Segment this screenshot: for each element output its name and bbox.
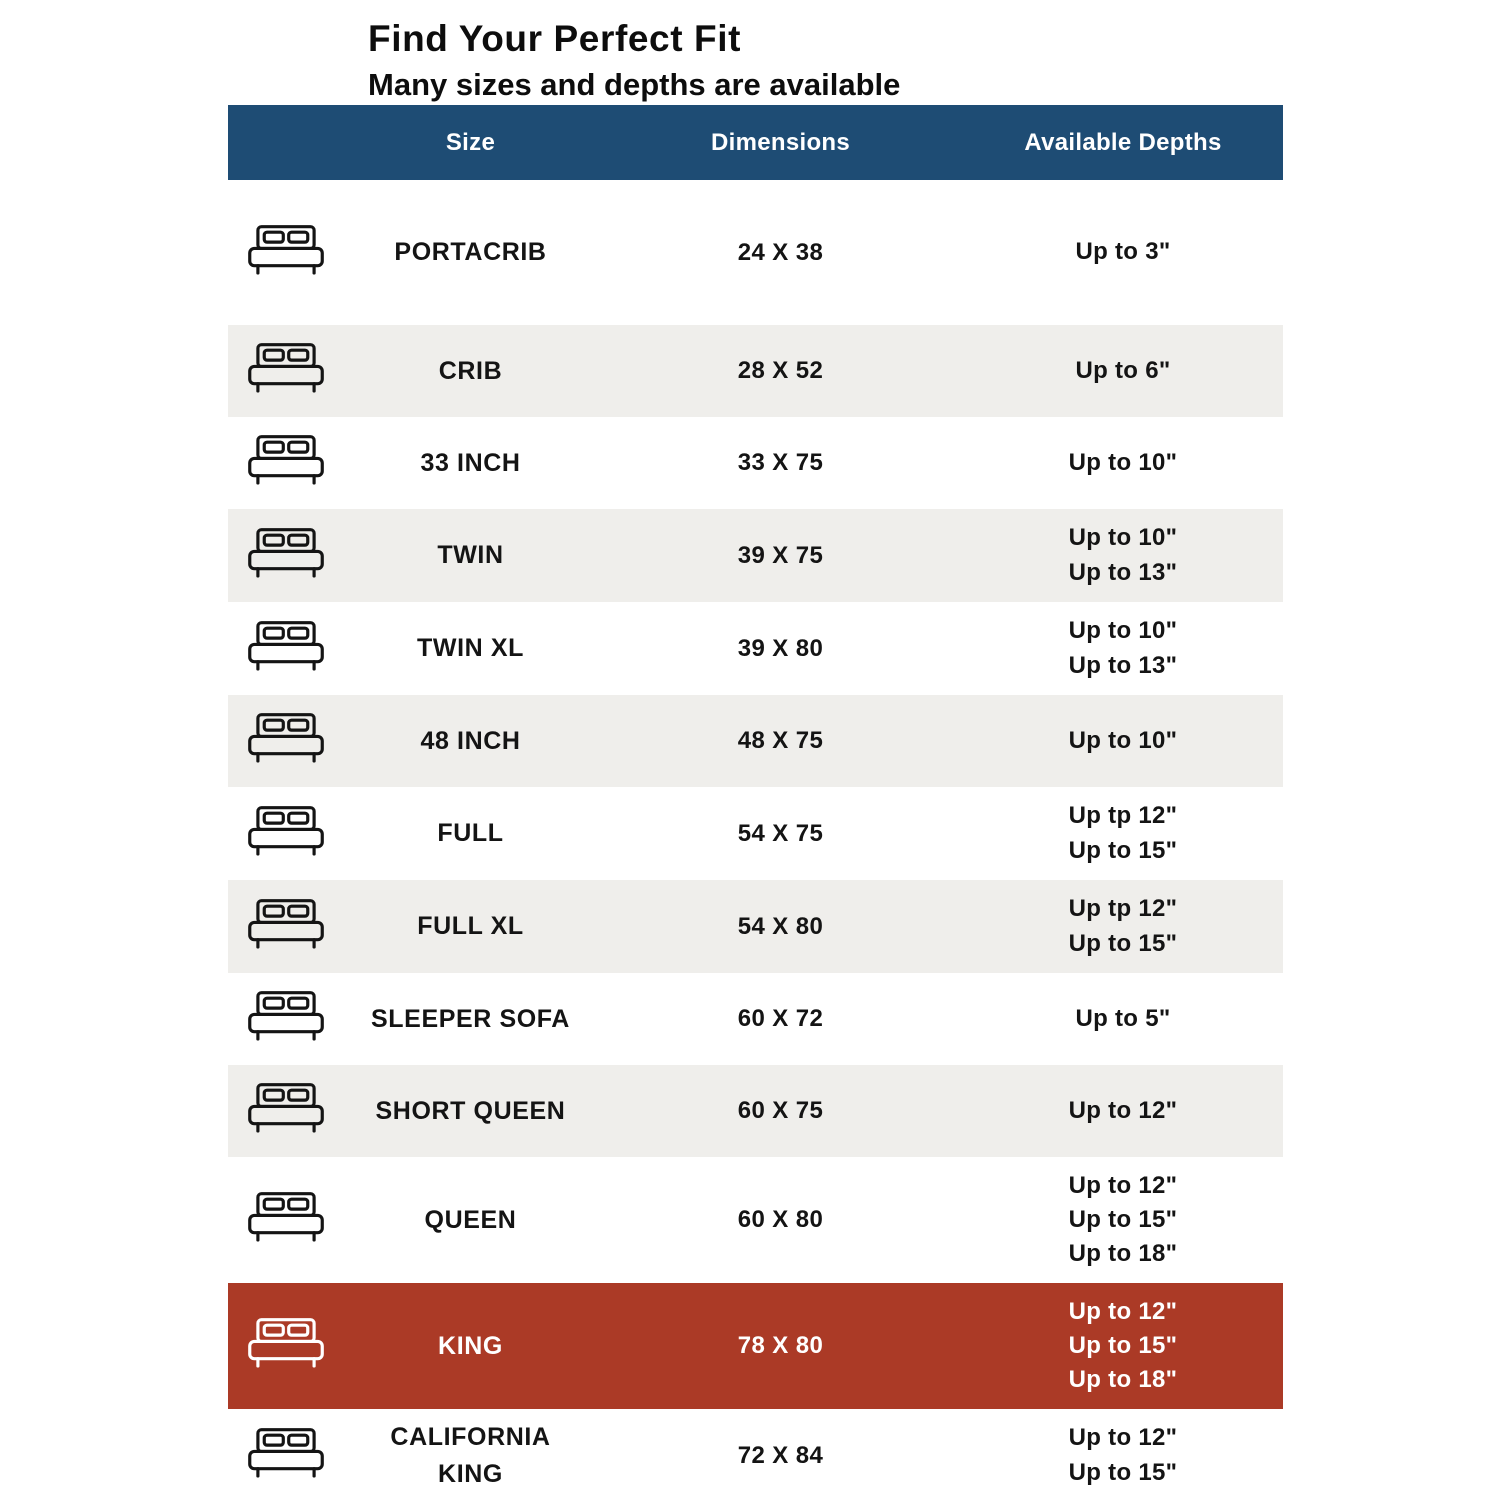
depths-value [963,1421,1283,1489]
table-row [228,787,1283,880]
depth-line: Up to 15" [1068,1205,1178,1233]
bed-icon [245,620,327,678]
depth-line: Up to 18" [1068,1366,1178,1394]
icon-cell [228,1317,343,1375]
depth-line: Up to 13" [1068,651,1178,679]
icon-cell [228,1191,343,1249]
bed-icon [245,898,327,956]
depth-line: Up to 10" [1068,617,1178,645]
size-label: 48 INCH [420,726,521,755]
header-cell-size: Size [445,128,496,156]
dimensions-value: 54 X 80 [737,912,824,940]
size-label: SLEEPER SOFA [371,1004,570,1033]
icon-cell [228,898,343,956]
size-label: KING [438,1331,503,1360]
depth-line: Up to 15" [1068,929,1178,957]
depth-line: Up to 12" [1068,1297,1178,1325]
bed-icon [245,224,327,282]
dimensions-value: 48 X 75 [737,727,824,754]
depths-value [963,1295,1283,1397]
dimensions-value: 60 X 80 [737,1206,824,1233]
bed-icon [245,805,327,863]
table-header-row [228,105,1283,180]
size-cell [343,537,598,573]
size-cell [343,908,598,944]
icon-cell [228,1427,343,1485]
dimensions-value: 60 X 72 [737,1005,824,1032]
page-subtitle: Many sizes and depths are available [368,67,901,102]
icon-cell [228,620,343,678]
depths-value [963,724,1283,758]
size-cell [343,1001,598,1037]
icon-cell [228,1082,343,1140]
size-label: TWIN XL [417,634,524,663]
depth-line: Up to 6" [1075,356,1171,384]
depth-line: Up to 13" [1068,558,1178,586]
depth-line: Up to 15" [1068,1331,1178,1359]
depths-value [963,1094,1283,1128]
table-row [228,509,1283,602]
size-label: SHORT QUEEN [375,1096,566,1125]
table-row [228,180,1283,325]
size-cell [343,1419,598,1492]
dimensions-value: 24 X 38 [737,238,824,266]
icon-cell [228,527,343,585]
icon-cell [228,434,343,492]
depth-line: Up to 12" [1068,1424,1178,1452]
depths-value [963,614,1283,682]
depth-line: Up to 15" [1068,836,1178,864]
depth-line: Up to 18" [1068,1240,1178,1268]
table-row [228,880,1283,973]
depths-value [963,1169,1283,1271]
depth-line: Up tp 12" [1068,895,1178,923]
size-label: FULL [437,819,504,848]
size-label: PORTACRIB [394,238,547,267]
bed-icon [245,1427,327,1485]
dimensions-value: 54 X 75 [737,819,824,847]
dimensions-value: 33 X 75 [737,449,824,476]
table-row [228,1065,1283,1157]
size-label: CRIB [438,356,503,385]
depth-line: Up to 5" [1075,1004,1171,1032]
size-label: TWIN [437,541,504,570]
bed-icon [245,1317,327,1375]
table-row [228,325,1283,417]
size-cell [343,723,598,759]
size-label: FULL XL [417,912,524,941]
depths-value [963,235,1283,269]
depth-line: Up to 3" [1075,238,1171,266]
depths-value [963,446,1283,480]
depth-line: Up to 12" [1068,1096,1178,1124]
bed-icon [245,342,327,400]
table-row [228,1409,1283,1502]
size-cell [343,445,598,481]
page-title: Find Your Perfect Fit [368,18,742,59]
table-row [228,695,1283,787]
table-rows [228,180,1283,1502]
table-row [228,602,1283,695]
table-row [228,1157,1283,1283]
dimensions-value: 72 X 84 [737,1441,824,1469]
size-label: CALIFORNIA KING [390,1423,551,1488]
depths-value [963,1002,1283,1036]
dimensions-value: 39 X 80 [737,634,824,662]
size-cell [343,1202,598,1238]
header-cell-depths: Available Depths [1024,128,1222,156]
icon-cell [228,805,343,863]
size-label: 33 INCH [420,448,521,477]
header-cell-dimensions: Dimensions [710,128,851,156]
table-row [228,417,1283,509]
depth-line: Up to 10" [1068,524,1178,552]
dimensions-value: 78 X 80 [737,1332,824,1359]
bed-icon [245,990,327,1048]
bed-icon [245,1191,327,1249]
bed-icon [245,712,327,770]
dimensions-value: 28 X 52 [737,357,824,384]
depth-line: Up tp 12" [1068,802,1178,830]
size-cell [343,1328,598,1364]
size-label: QUEEN [424,1205,517,1234]
table-row [228,1283,1283,1409]
bed-icon [245,527,327,585]
size-cell [343,630,598,666]
size-cell [343,353,598,389]
depths-value [963,892,1283,960]
size-cell [343,1093,598,1129]
icon-cell [228,224,343,282]
bed-icon [245,1082,327,1140]
dimensions-value: 39 X 75 [737,541,824,569]
depths-value [963,521,1283,589]
depth-line: Up to 12" [1068,1171,1178,1199]
table-row [228,973,1283,1065]
size-table [228,105,1283,1502]
size-cell [343,815,598,851]
icon-cell [228,990,343,1048]
depth-line: Up to 15" [1068,1458,1178,1486]
heading-block [368,18,900,103]
bed-icon [245,434,327,492]
depth-line: Up to 10" [1068,726,1178,754]
icon-cell [228,342,343,400]
size-cell [343,234,598,270]
icon-cell [228,712,343,770]
depth-line: Up to 10" [1068,448,1178,476]
depths-value [963,799,1283,867]
depths-value [963,354,1283,388]
dimensions-value: 60 X 75 [737,1097,824,1124]
